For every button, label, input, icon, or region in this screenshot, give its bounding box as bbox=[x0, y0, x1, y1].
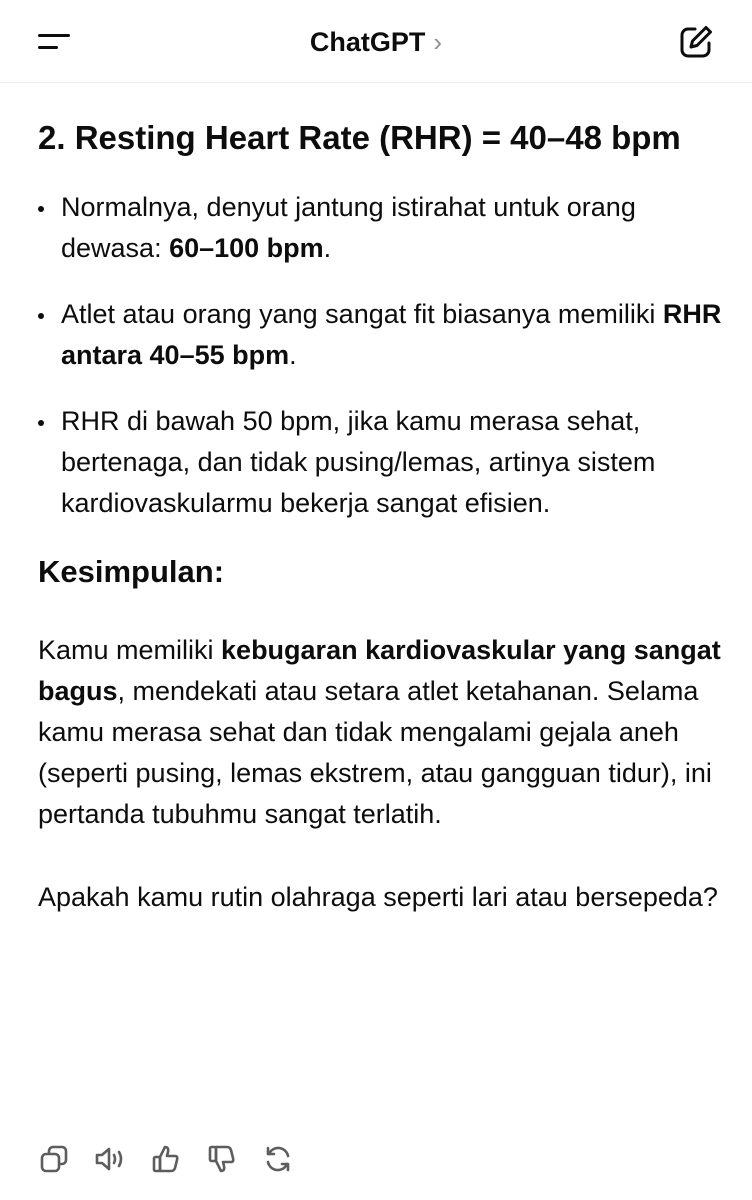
follow-up-question: Apakah kamu rutin olahraga seperti lari atau bersepeda? bbox=[38, 882, 718, 912]
conclusion-heading: Kesimpulan: bbox=[38, 554, 225, 589]
list-item bbox=[38, 187, 724, 269]
section-heading: 2. Resting Heart Rate (RHR) = 40–48 bpm bbox=[38, 119, 681, 156]
assistant-message bbox=[38, 115, 724, 918]
new-chat-icon[interactable] bbox=[676, 22, 720, 62]
chevron-right-icon: › bbox=[433, 27, 443, 57]
thumbs-up-icon[interactable] bbox=[148, 1141, 184, 1177]
list-item bbox=[38, 294, 724, 376]
bullet-dot bbox=[38, 313, 44, 319]
bullet-text: Atlet atau orang yang sangat fit biasanya memiliki bbox=[61, 299, 663, 329]
bullet-text-end: . bbox=[289, 340, 297, 370]
bullet-text: RHR di bawah 50 bpm, jika kamu merasa sehat, bertenaga, dan tidak pusing/lemas, artinya sistem kardiovaskularmu bekerja sangat efisien. bbox=[61, 406, 656, 518]
list-item bbox=[38, 401, 724, 524]
message-action-bar bbox=[36, 1141, 316, 1177]
bullet-text-end: . bbox=[323, 233, 332, 263]
bullet-dot bbox=[38, 420, 44, 426]
app-title: ChatGPT bbox=[309, 27, 426, 57]
conclusion-paragraph bbox=[38, 630, 724, 835]
bullet-text: Normalnya, denyut jantung istirahat untuk orang dewasa: bbox=[61, 192, 636, 263]
header-title-area bbox=[0, 24, 752, 60]
bullet-bold-text: RHR antara 40–55 bpm bbox=[61, 299, 722, 370]
copy-icon[interactable] bbox=[36, 1141, 72, 1177]
thumbs-down-icon[interactable] bbox=[204, 1141, 240, 1177]
regenerate-icon[interactable] bbox=[260, 1141, 296, 1177]
bullet-list bbox=[38, 187, 724, 524]
speaker-icon[interactable] bbox=[92, 1141, 128, 1177]
conclusion-text-end: , mendekati atau setara atlet ketahanan. Selama kamu merasa sehat dan tidak mengalami gejala aneh (seperti pusing, lemas ekstrem, atau gangguan tidur), ini pertanda tubuhmu sangat terlatih. bbox=[38, 676, 712, 829]
model-selector-button[interactable] bbox=[310, 24, 442, 60]
bullet-dot bbox=[38, 206, 44, 212]
bullet-bold-text: 60–100 bpm bbox=[169, 233, 324, 263]
conclusion-text-start: Kamu memiliki bbox=[38, 635, 222, 665]
conclusion-bold-text: kebugaran kardiovaskular yang sangat bagus bbox=[38, 635, 721, 706]
top-bar bbox=[0, 0, 752, 83]
